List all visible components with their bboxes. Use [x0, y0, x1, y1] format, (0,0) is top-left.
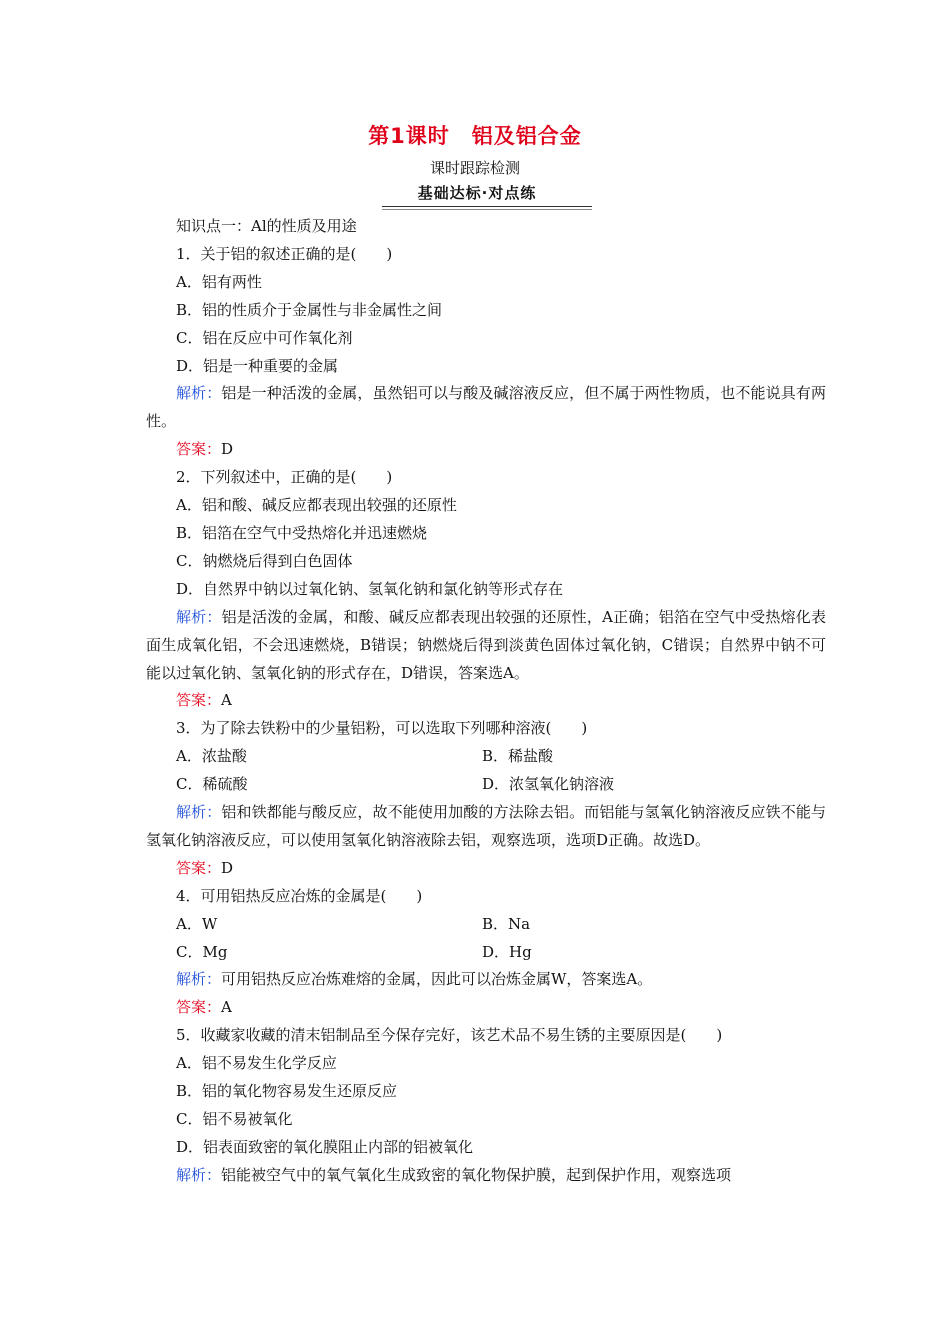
- analysis-text: 铝能被空气中的氧气氧化生成致密的氧化物保护膜，起到保护作用，观察选项: [221, 1165, 732, 1184]
- question-stem: 4．可用铝热反应冶炼的金属是( ): [176, 886, 423, 905]
- option: C．钠燃烧后得到白色固体: [176, 551, 353, 570]
- analysis: [146, 799, 826, 855]
- option: C．铝在反应中可作氧化剂: [176, 328, 353, 347]
- answer: [146, 436, 826, 464]
- section-banner: [362, 182, 592, 204]
- option-row: [146, 771, 826, 799]
- option: A．铝不易发生化学反应: [176, 1054, 337, 1073]
- question-stem: 3．为了除去铁粉中的少量铝粉，可以选取下列哪种溶液( ): [176, 719, 588, 738]
- option: D．铝是一种重要的金属: [176, 356, 339, 375]
- analysis-label: 解析：: [176, 607, 222, 626]
- option: B．铝的氧化物容易发生还原反应: [176, 1082, 398, 1101]
- answer: [146, 994, 826, 1022]
- analysis: [146, 604, 826, 688]
- banner-rule: [382, 206, 592, 207]
- answer-label: 答案：: [176, 691, 222, 710]
- option-row: [146, 743, 826, 771]
- section-title: 基础达标·对点练: [417, 184, 537, 202]
- option: D．自然界中钠以过氧化钠、氢氧化钠和氯化钠等形式存在: [176, 579, 564, 598]
- analysis-text: 铝是活泼的金属，和酸、碱反应都表现出较强的还原性，A正确；铝箔在空气中受热熔化表面生成氧化铝，不会迅速燃烧，B错误；钠燃烧后得到淡黄色固体过氧化钠，C错误；自然界中钠不可能以过氧化钠、氢氧化钠的形式存在，D错误，答案选A。: [146, 607, 826, 682]
- option: A．W: [176, 914, 218, 933]
- question-stem: 2．下列叙述中，正确的是( ): [176, 468, 393, 487]
- analysis-label: 解析：: [176, 1165, 222, 1184]
- knowledge-point-heading: 知识点一：Al的性质及用途: [176, 217, 357, 235]
- page-title: 第1课时 铝及铝合金: [368, 124, 582, 148]
- option: D．Hg: [482, 942, 532, 961]
- answer-label: 答案：: [176, 998, 222, 1017]
- analysis-label: 解析：: [176, 803, 222, 822]
- option: C．稀硫酸: [176, 775, 248, 794]
- analysis: [146, 966, 826, 994]
- answer-value: D: [221, 858, 234, 877]
- option: C．铝不易被氧化: [176, 1110, 293, 1128]
- banner-rule: [382, 209, 592, 210]
- answer-value: A: [221, 691, 232, 710]
- analysis: [146, 1162, 826, 1190]
- option: C．Mg: [176, 942, 228, 961]
- question-stem: 1．关于铝的叙述正确的是( ): [176, 244, 393, 263]
- option: D．浓氢氧化钠溶液: [482, 775, 615, 794]
- page-subtitle: 课时跟踪检测: [429, 159, 520, 177]
- option: A．铝有两性: [176, 272, 262, 291]
- analysis-text: 可用铝热反应冶炼难熔的金属，因此可以冶炼金属W，答案选A。: [221, 970, 653, 989]
- answer-value: D: [221, 440, 234, 459]
- analysis-text: 铝是一种活泼的金属，虽然铝可以与酸及碱溶液反应，但不属于两性物质，也不能说具有两性。: [146, 384, 826, 431]
- option: A．浓盐酸: [176, 747, 247, 766]
- analysis-label: 解析：: [176, 970, 222, 989]
- question-content: [146, 213, 826, 1190]
- analysis: [146, 380, 826, 436]
- option: D．铝表面致密的氧化膜阻止内部的铝被氧化: [176, 1137, 474, 1156]
- answer: [146, 687, 826, 715]
- option: B．铝的性质介于金属性与非金属性之间: [176, 300, 443, 319]
- answer-value: A: [221, 998, 232, 1017]
- answer: [146, 855, 826, 883]
- option: B．Na: [482, 914, 531, 933]
- option-row: [146, 939, 826, 967]
- answer-label: 答案：: [176, 858, 222, 877]
- analysis-text: 铝和铁都能与酸反应，故不能使用加酸的方法除去铝。而铝能与氢氧化钠溶液反应铁不能与氢氧化钠溶液反应，可以使用氢氧化钠溶液除去铝，观察选项，选项D正确。故选D。: [146, 803, 826, 849]
- question-stem: 5．收藏家收藏的清末铝制品至今保存完好，该艺术品不易生锈的主要原因是( ): [176, 1026, 723, 1045]
- option: B．铝箔在空气中受热熔化并迅速燃烧: [176, 523, 428, 542]
- option: B．稀盐酸: [482, 747, 554, 766]
- analysis-label: 解析：: [176, 384, 222, 403]
- option: A．铝和酸、碱反应都表现出较强的还原性: [176, 496, 457, 515]
- option-row: [146, 911, 826, 939]
- answer-label: 答案：: [176, 440, 222, 459]
